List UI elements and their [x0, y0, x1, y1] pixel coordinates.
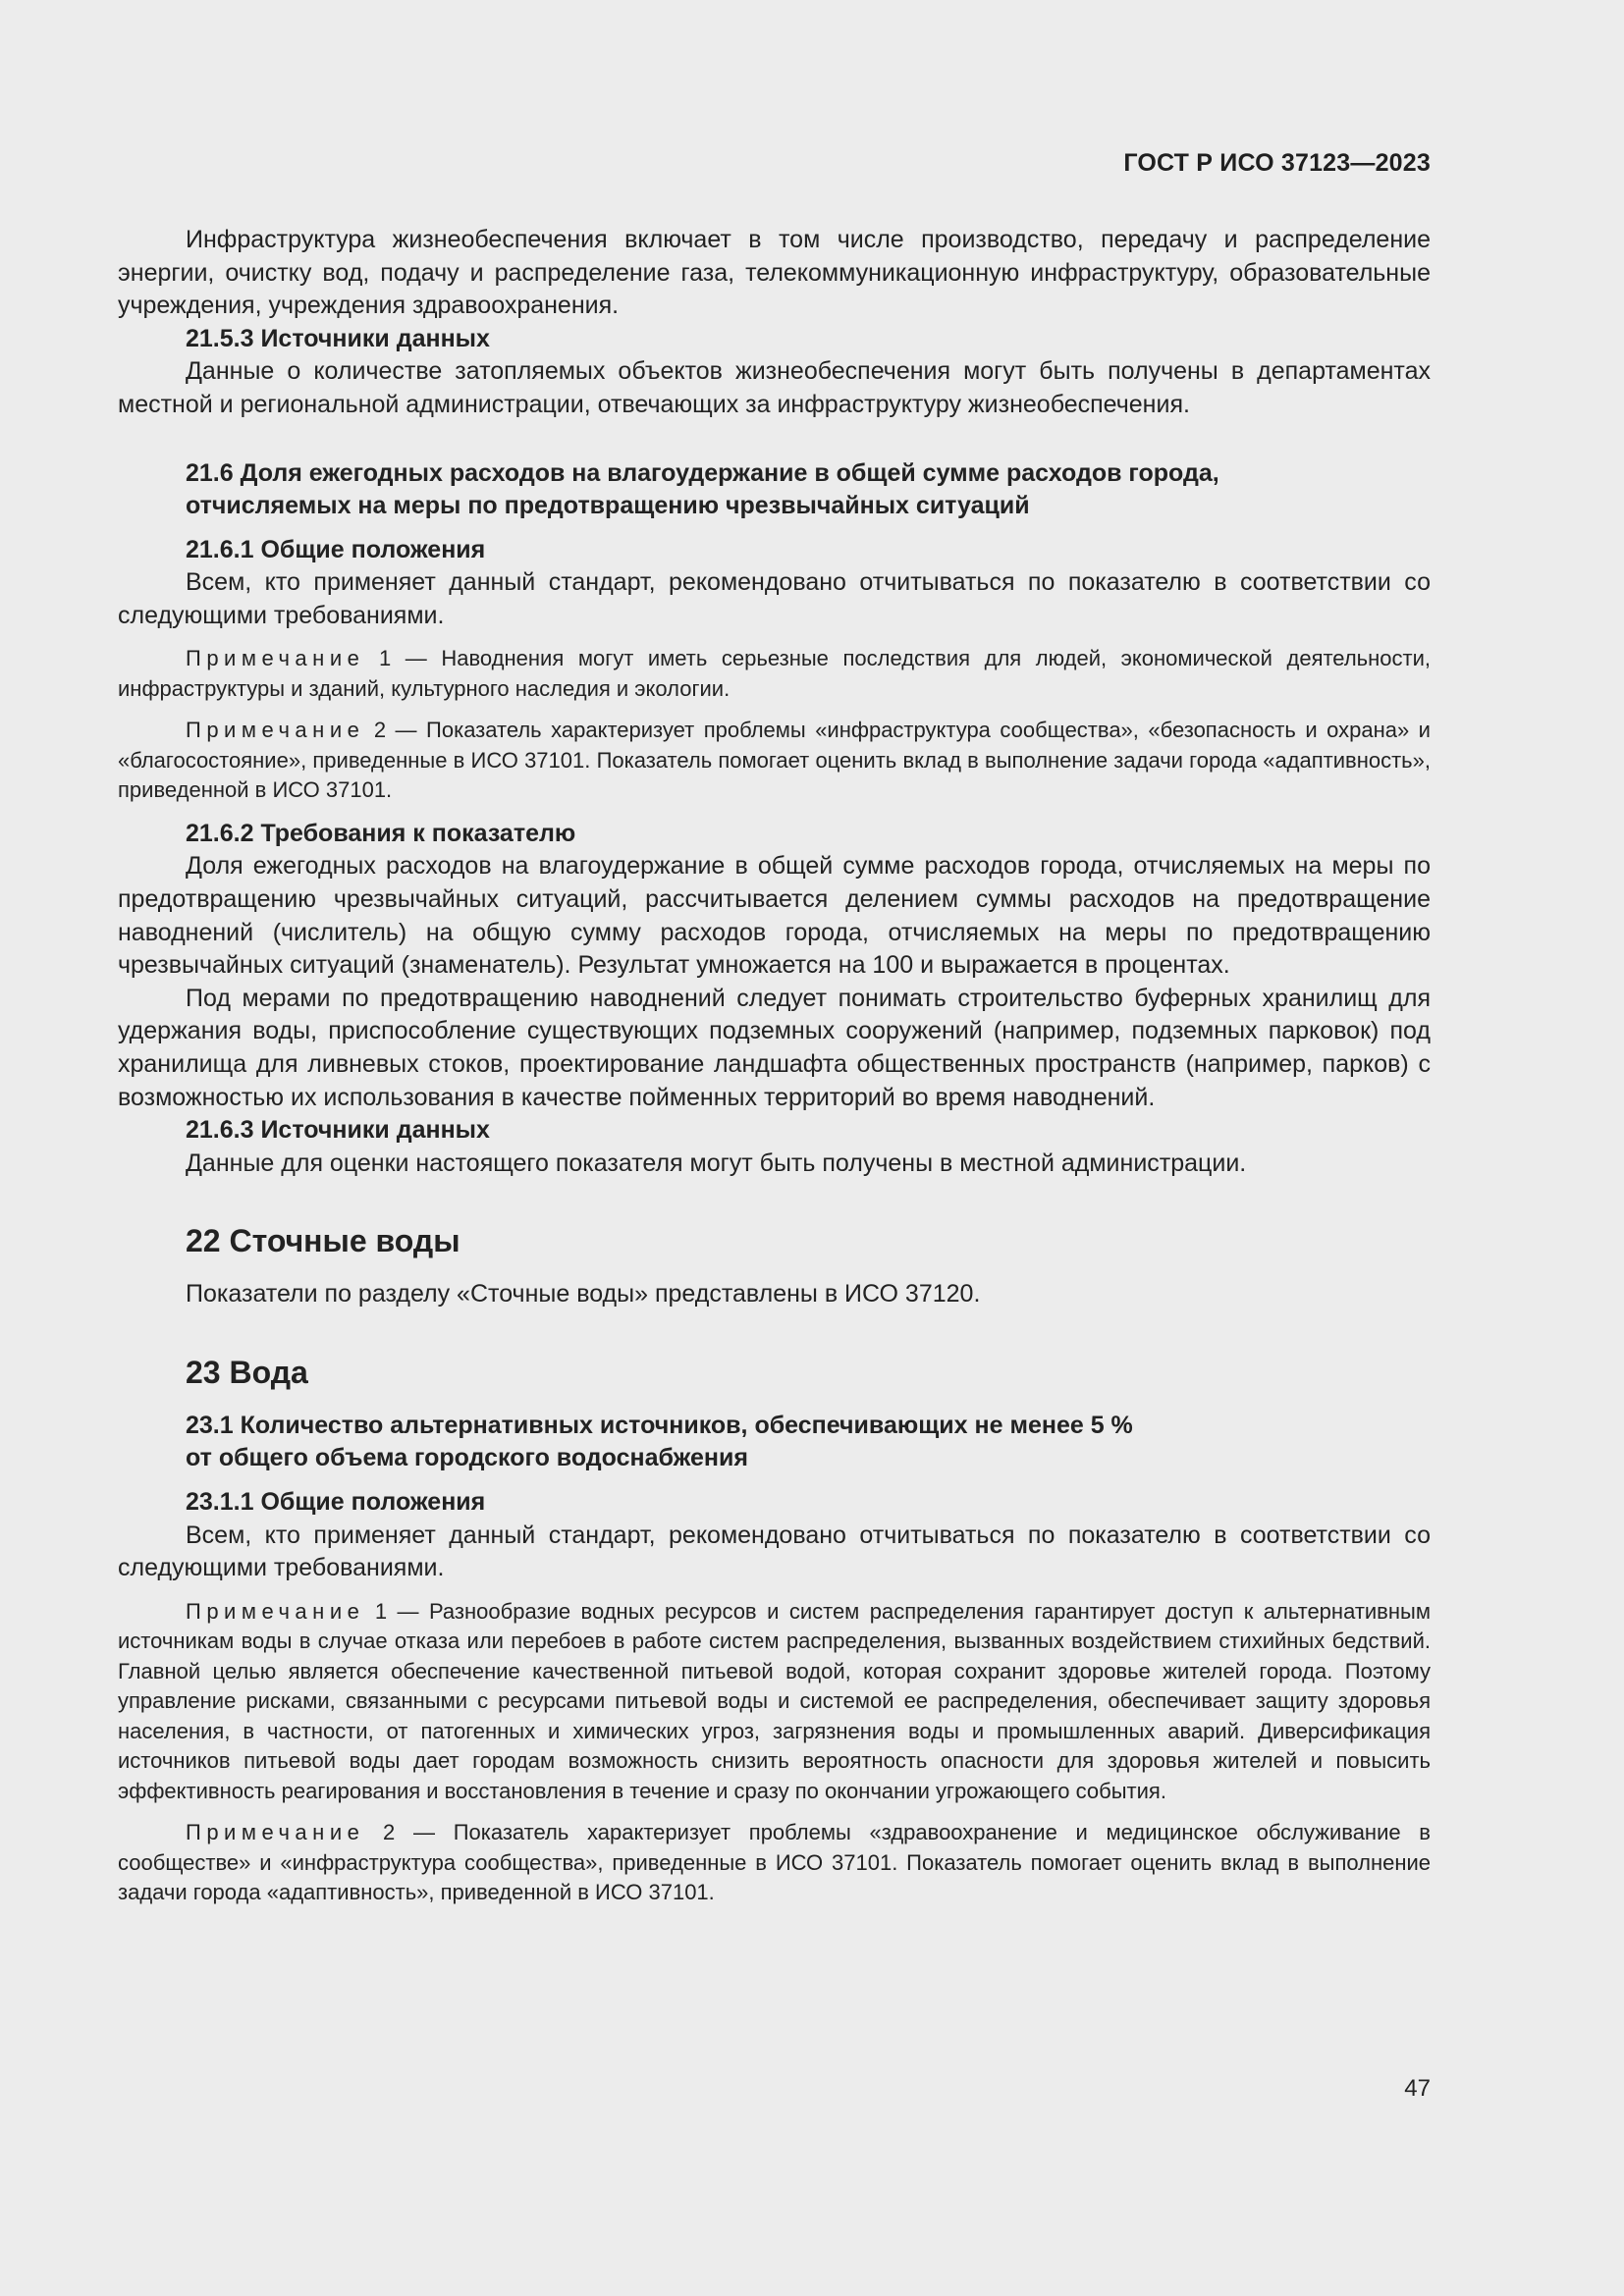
subsection-heading-23-1-1: 23.1.1 Общие положения — [186, 1487, 486, 1516]
subsection-heading-21-6-2: 21.6.2 Требования к показателю — [186, 819, 576, 847]
page-number: 47 — [1404, 2075, 1431, 2102]
paragraph-flood-measures: Под мерами по предотвращению наводнений следует понимать строительство буферных хранилищ для удержания воды, приспособление существующих подземных сооружений (например, подземных парковок) под хранилища для ливневых стоков, проектирование ландшафта общественных пространств (например, парков) с возможностью их использования в качестве пойменных территорий во время наводнений. — [118, 984, 1431, 1111]
note-text: Показатель характеризует проблемы «инфраструктура сообщества», «безопасность и охрана» и «благосостояние», приведенные в ИСО 37101. Показатель помогает оценить вклад в выполнение задачи города «адаптивность», приведенной в ИСО 37101. — [118, 718, 1431, 803]
note-21-6-1-first — [118, 644, 1431, 704]
page-content — [118, 224, 1431, 1908]
note-text: Показатель характеризует проблемы «здравоохранение и медицинское обслуживание в сообществе» и «инфраструктура сообщества», приведенные в ИСО 37101. Показатель помогает оценить вклад в выполнение задачи города «адаптивность», приведенной в ИСО 37101. — [118, 1820, 1431, 1905]
paragraph-reporting-21-6-1: Всем, кто применяет данный стандарт, рекомендовано отчитываться по показателю в соответствии со следующими требованиями. — [118, 568, 1431, 629]
paragraph-life-support-infrastructure: Инфраструктура жизнеобеспечения включает в том числе производство, передачу и распределение энергии, очистку вод, подачу и распределение газа, телекоммуникационную инфраструктуру, образовательные учреждения, учреждения здравоохранения. — [118, 226, 1431, 320]
paragraph-reporting-23-1-1: Всем, кто применяет данный стандарт, рекомендовано отчитываться по показателю в соответствии со следующими требованиями. — [118, 1521, 1431, 1582]
paragraph-data-sources-21-6-3: Данные для оценки настоящего показателя могут быть получены в местной администрации. — [186, 1148, 1247, 1177]
section-heading-21-6-line-2: отчисляемых на меры по предотвращению чрезвычайных ситуаций — [186, 491, 1030, 519]
note-label: Примечание — [186, 1598, 365, 1624]
note-21-6-1-second — [118, 716, 1431, 806]
note-number: 1 — — [378, 646, 427, 671]
section-heading-23-1-line-2: от общего объема городского водоснабжения — [186, 1443, 748, 1471]
section-heading-21-6 — [118, 457, 1431, 522]
note-number: 1 — — [374, 1598, 419, 1624]
section-heading-22: 22 Сточные воды — [186, 1223, 460, 1259]
note-label: Примечание — [186, 718, 365, 743]
paragraph-calculation-21-6-2: Доля ежегодных расходов на влагоудержание в общей сумме расходов города, отчисляемых на меры по предотвращению чрезвычайных ситуаций, рассчитывается делением суммы расходов на предотвращение наводнений (числитель) на общую сумму расходов города, отчисляемых на меры по предотвращению чрезвычайных ситуаций (знаменатель). Результат умножается на 100 и выражается в процентах. — [118, 852, 1431, 980]
section-heading-23: 23 Вода — [186, 1354, 308, 1390]
note-23-1-1-second — [118, 1818, 1431, 1908]
note-number: 2 — — [383, 1820, 435, 1845]
paragraph-wastewater: Показатели по разделу «Сточные воды» представлены в ИСО 37120. — [186, 1280, 981, 1308]
note-label: Примечание — [186, 646, 365, 671]
section-heading-23-1-line-1: 23.1 Количество альтернативных источников, обеспечивающих не менее 5 % — [186, 1411, 1133, 1439]
subsection-heading-21-6-1: 21.6.1 Общие положения — [186, 535, 486, 563]
document-header-id: ГОСТ Р ИСО 37123—2023 — [1123, 149, 1431, 177]
section-heading-21-6-line-1: 21.6 Доля ежегодных расходов на влагоудержание в общей сумме расходов города, — [186, 458, 1219, 487]
section-heading-23-1 — [118, 1410, 1431, 1474]
note-text: Разнообразие водных ресурсов и систем распределения гарантирует доступ к альтернативным источникам воды в случае отказа или перебоев в работе систем распределения, вызванных воздействием стихийных бедствий. Главной целью является обеспечение качественной питьевой водой, которая сохранит здоровье жителей города. Поэтому управление рисками, связанными с ресурсами питьевой воды и системой ее распределения, обеспечивает защиту здоровья населения, в частности, от патогенных и химических угроз, загрязнения воды и промышленных аварий. Диверсификация источников питьевой воды дает городам возможность снизить вероятность опасности для здоровья жителей и повысить эффективность реагирования и восстановления в течение и сразу по окончании угрожающего события. — [118, 1598, 1431, 1803]
note-label: Примечание — [186, 1820, 365, 1845]
note-text: Наводнения могут иметь серьезные последствия для людей, экономической деятельности, инфраструктуры и зданий, культурного наследия и экологии. — [118, 646, 1431, 701]
note-23-1-1-first — [118, 1597, 1431, 1807]
note-number: 2 — — [373, 718, 417, 743]
subsection-heading-21-6-3: 21.6.3 Источники данных — [186, 1116, 490, 1145]
paragraph-data-sources-21-5-3: Данные о количестве затопляемых объектов жизнеобеспечения могут быть получены в департаментах местной и региональной администрации, отвечающих за инфраструктуру жизнеобеспечения. — [118, 357, 1431, 418]
subsection-heading-21-5-3: 21.5.3 Источники данных — [186, 324, 490, 352]
